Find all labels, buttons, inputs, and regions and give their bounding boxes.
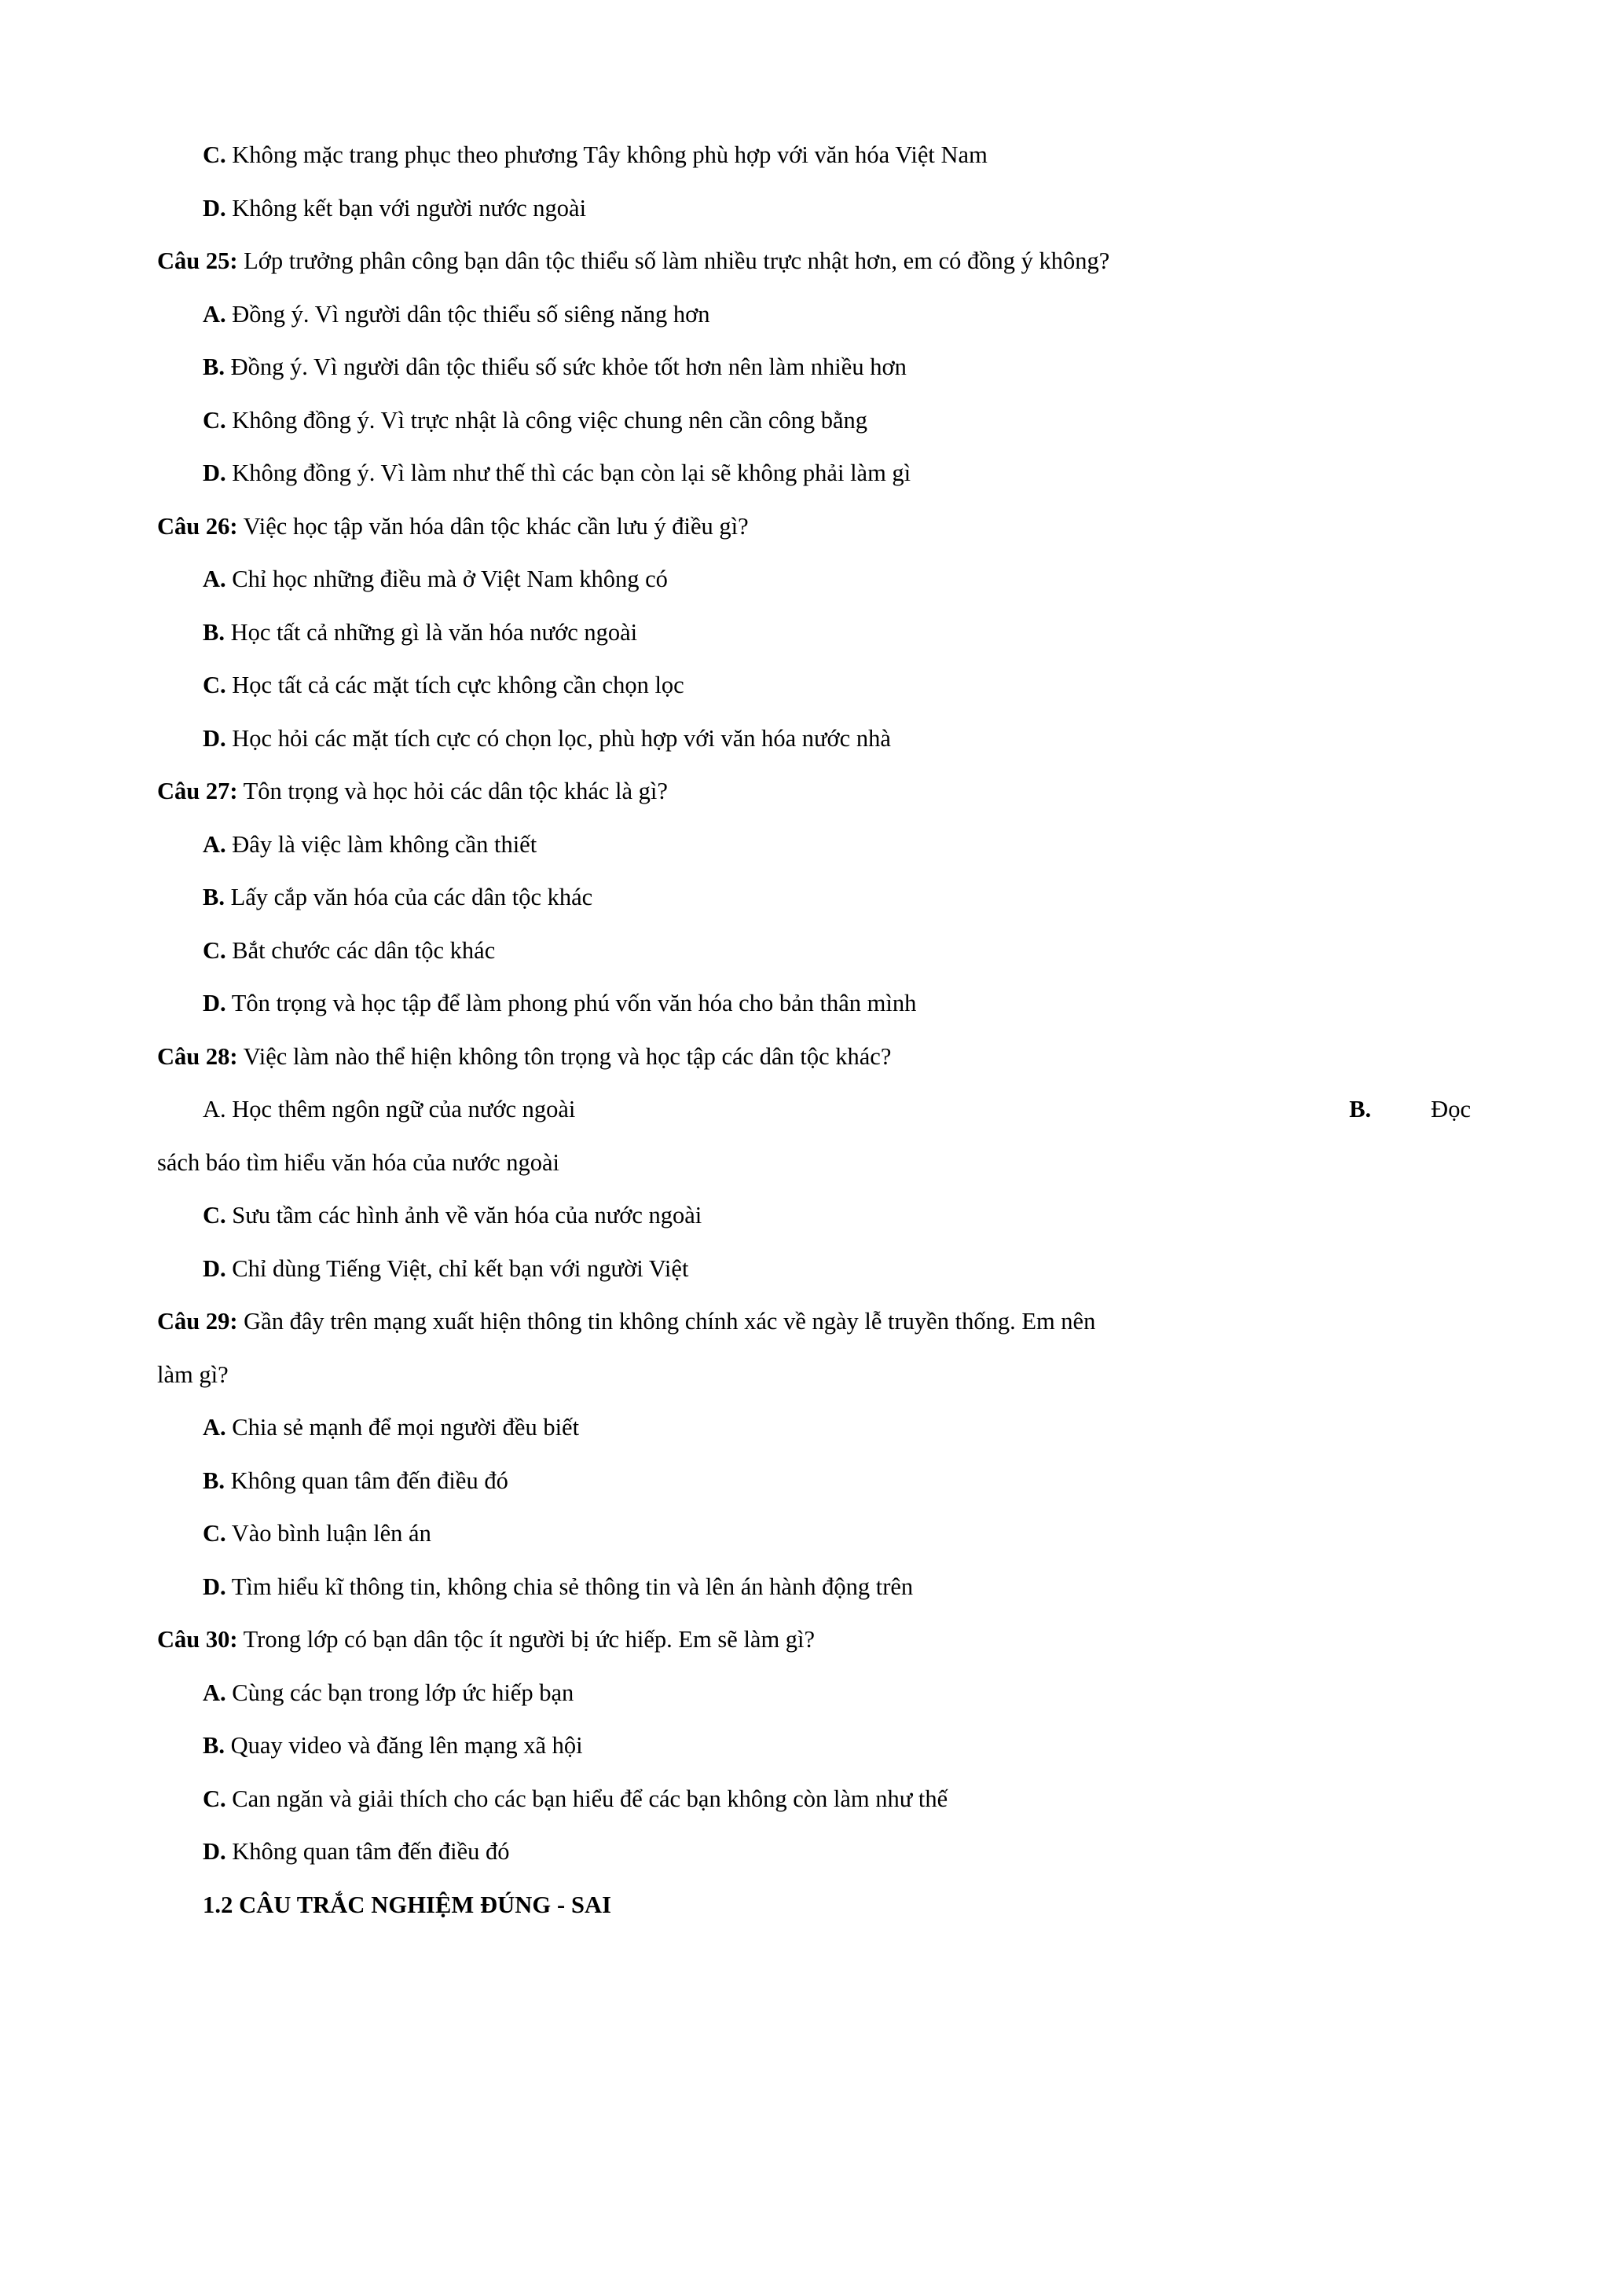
question-label: Câu 29: bbox=[157, 1308, 238, 1335]
answer-label: C. bbox=[203, 406, 226, 434]
answer-option bbox=[157, 823, 1471, 867]
answer-text: Bắt chước các dân tộc khác bbox=[225, 936, 496, 964]
question-text: Việc học tập văn hóa dân tộc khác cần lưu ý điều gì? bbox=[237, 512, 749, 540]
answer-option bbox=[157, 1778, 1471, 1822]
answer-text: Không quan tâm đến điều đó bbox=[224, 1467, 508, 1494]
answer-text: Sưu tầm các hình ảnh về văn hóa của nước ngoài bbox=[225, 1202, 702, 1229]
question-text: Lớp trưởng phân công bạn dân tộc thiểu số làm nhiều trực nhật hơn, em có đồng ý không? bbox=[237, 247, 1110, 274]
answer-text: Học hỏi các mặt tích cực có chọn lọc, phù hợp với văn hóa nước nhà bbox=[225, 724, 891, 752]
answer-option bbox=[157, 399, 1471, 443]
answer-option bbox=[157, 1459, 1471, 1503]
answer-text: Đồng ý. Vì người dân tộc thiểu số sức khỏe tốt hơn nên làm nhiều hơn bbox=[224, 353, 907, 380]
answer-label: D. bbox=[203, 1573, 226, 1600]
question-text: Trong lớp có bạn dân tộc ít người bị ức hiếp. Em sẽ làm gì? bbox=[237, 1626, 816, 1653]
answer-text: Học thêm ngôn ngữ của nước ngoài bbox=[225, 1096, 576, 1122]
question-heading bbox=[157, 1035, 1471, 1079]
answer-label: A. bbox=[203, 300, 226, 328]
answer-label: A. bbox=[203, 1414, 226, 1441]
question-continuation: làm gì? bbox=[157, 1360, 229, 1388]
answer-text: Đồng ý. Vì người dân tộc thiểu số siêng năng hơn bbox=[225, 300, 710, 328]
answer-text: Quay video và đăng lên mạng xã hội bbox=[224, 1732, 583, 1759]
answer-option bbox=[157, 664, 1471, 708]
answer-text: Không đồng ý. Vì làm như thế thì các bạn còn lại sẽ không phải làm gì bbox=[225, 460, 911, 486]
answer-text: Tôn trọng và học tập để làm phong phú vốn văn hóa cho bản thân mình bbox=[225, 990, 917, 1016]
answer-text: Lấy cắp văn hóa của các dân tộc khác bbox=[224, 884, 593, 910]
question-heading bbox=[157, 770, 1471, 814]
answer-option bbox=[157, 134, 1471, 178]
answer-option bbox=[157, 293, 1471, 337]
answer-option bbox=[157, 876, 1471, 920]
answer-text: Đây là việc làm không cần thiết bbox=[225, 830, 537, 858]
question-label: Câu 25: bbox=[157, 247, 238, 274]
answer-option bbox=[157, 1512, 1471, 1556]
answer-option bbox=[157, 187, 1471, 231]
answer-text: Cùng các bạn trong lớp ức hiếp bạn bbox=[225, 1679, 574, 1706]
answer-text: Học tất cả các mặt tích cực không cần chọn lọc bbox=[225, 672, 684, 698]
answer-label: C. bbox=[203, 141, 226, 168]
answer-label: D. bbox=[203, 1254, 226, 1282]
answer-text: Chỉ học những điều mà ở Việt Nam không có bbox=[225, 566, 668, 592]
answer-option bbox=[157, 1406, 1471, 1450]
question-heading bbox=[157, 1300, 1471, 1344]
answer-label: B. bbox=[1349, 1096, 1372, 1122]
answer-option bbox=[157, 346, 1471, 390]
answer-option bbox=[157, 929, 1471, 973]
question-text: Gần đây trên mạng xuất hiện thông tin không chính xác về ngày lễ truyền thống. Em nên bbox=[237, 1308, 1096, 1335]
answer-text: Không mặc trang phục theo phương Tây không phù hợp với văn hóa Việt Nam bbox=[225, 141, 988, 168]
answer-text: Không đồng ý. Vì trực nhật là công việc chung nên cần công bằng bbox=[225, 406, 868, 434]
answer-option bbox=[157, 1672, 1471, 1716]
answer-label: C. bbox=[203, 1202, 226, 1229]
answer-label: C. bbox=[203, 1785, 226, 1812]
answer-label: A. bbox=[203, 1679, 226, 1706]
question-heading bbox=[157, 505, 1471, 549]
answer-option bbox=[157, 1724, 1471, 1768]
answer-option bbox=[157, 611, 1471, 655]
answer-label: C. bbox=[203, 672, 226, 698]
answer-label: B. bbox=[203, 618, 225, 646]
answer-text: Chia sẻ mạnh để mọi người đều biết bbox=[225, 1414, 580, 1441]
answer-label: B. bbox=[203, 884, 225, 910]
answer-text: Học tất cả những gì là văn hóa nước ngoài bbox=[224, 618, 638, 646]
answer-label: A. bbox=[203, 1096, 226, 1122]
question-label: Câu 28: bbox=[157, 1042, 238, 1070]
question-text: Tôn trọng và học hỏi các dân tộc khác là gì? bbox=[237, 778, 668, 804]
answer-text: Vào bình luận lên án bbox=[225, 1520, 431, 1547]
answer-text: Chỉ dùng Tiếng Việt, chỉ kết bạn với người Việt bbox=[225, 1254, 689, 1282]
question-label: Câu 30: bbox=[157, 1626, 238, 1653]
question-label: Câu 26: bbox=[157, 512, 238, 540]
question-heading bbox=[157, 240, 1471, 284]
answer-label: D. bbox=[203, 460, 226, 486]
answer-option-inline bbox=[1349, 1088, 1471, 1132]
answer-text: Không kết bạn với người nước ngoài bbox=[225, 194, 587, 222]
answer-label: B. bbox=[203, 1467, 225, 1494]
answer-label: C. bbox=[203, 1520, 226, 1547]
answer-text: Tìm hiểu kĩ thông tin, không chia sẻ thông tin và lên án hành động trên bbox=[225, 1573, 914, 1600]
section-heading: 1.2 CÂU TRẮC NGHIỆM ĐÚNG - SAI bbox=[203, 1891, 612, 1918]
answer-label: D. bbox=[203, 724, 226, 752]
question-text: Việc làm nào thể hiện không tôn trọng và học tập các dân tộc khác? bbox=[237, 1042, 892, 1070]
answer-option-split bbox=[157, 1088, 1471, 1132]
answer-label: A. bbox=[203, 830, 226, 858]
answer-label: D. bbox=[203, 194, 226, 222]
answer-label: A. bbox=[203, 566, 226, 592]
answer-option bbox=[157, 1830, 1471, 1874]
question-label: Câu 27: bbox=[157, 778, 238, 804]
question-heading bbox=[157, 1618, 1471, 1662]
answer-text: Đọc bbox=[1431, 1096, 1471, 1122]
answer-option bbox=[157, 1194, 1471, 1238]
answer-option bbox=[157, 452, 1471, 496]
answer-label: D. bbox=[203, 990, 226, 1016]
answer-label: B. bbox=[203, 353, 225, 380]
answer-option bbox=[157, 717, 1471, 761]
answer-option bbox=[157, 1247, 1471, 1291]
answer-label: B. bbox=[203, 1732, 225, 1759]
answer-option bbox=[157, 1565, 1471, 1609]
answer-text: Can ngăn và giải thích cho các bạn hiểu để các bạn không còn làm như thế bbox=[225, 1785, 948, 1812]
answer-label: D. bbox=[203, 1838, 226, 1865]
answer-text: Không quan tâm đến điều đó bbox=[225, 1838, 510, 1865]
document-body bbox=[157, 134, 1471, 1927]
answer-option bbox=[157, 982, 1471, 1026]
answer-continuation: sách báo tìm hiểu văn hóa của nước ngoài bbox=[157, 1148, 560, 1176]
answer-option bbox=[157, 558, 1471, 602]
answer-label: C. bbox=[203, 936, 226, 964]
